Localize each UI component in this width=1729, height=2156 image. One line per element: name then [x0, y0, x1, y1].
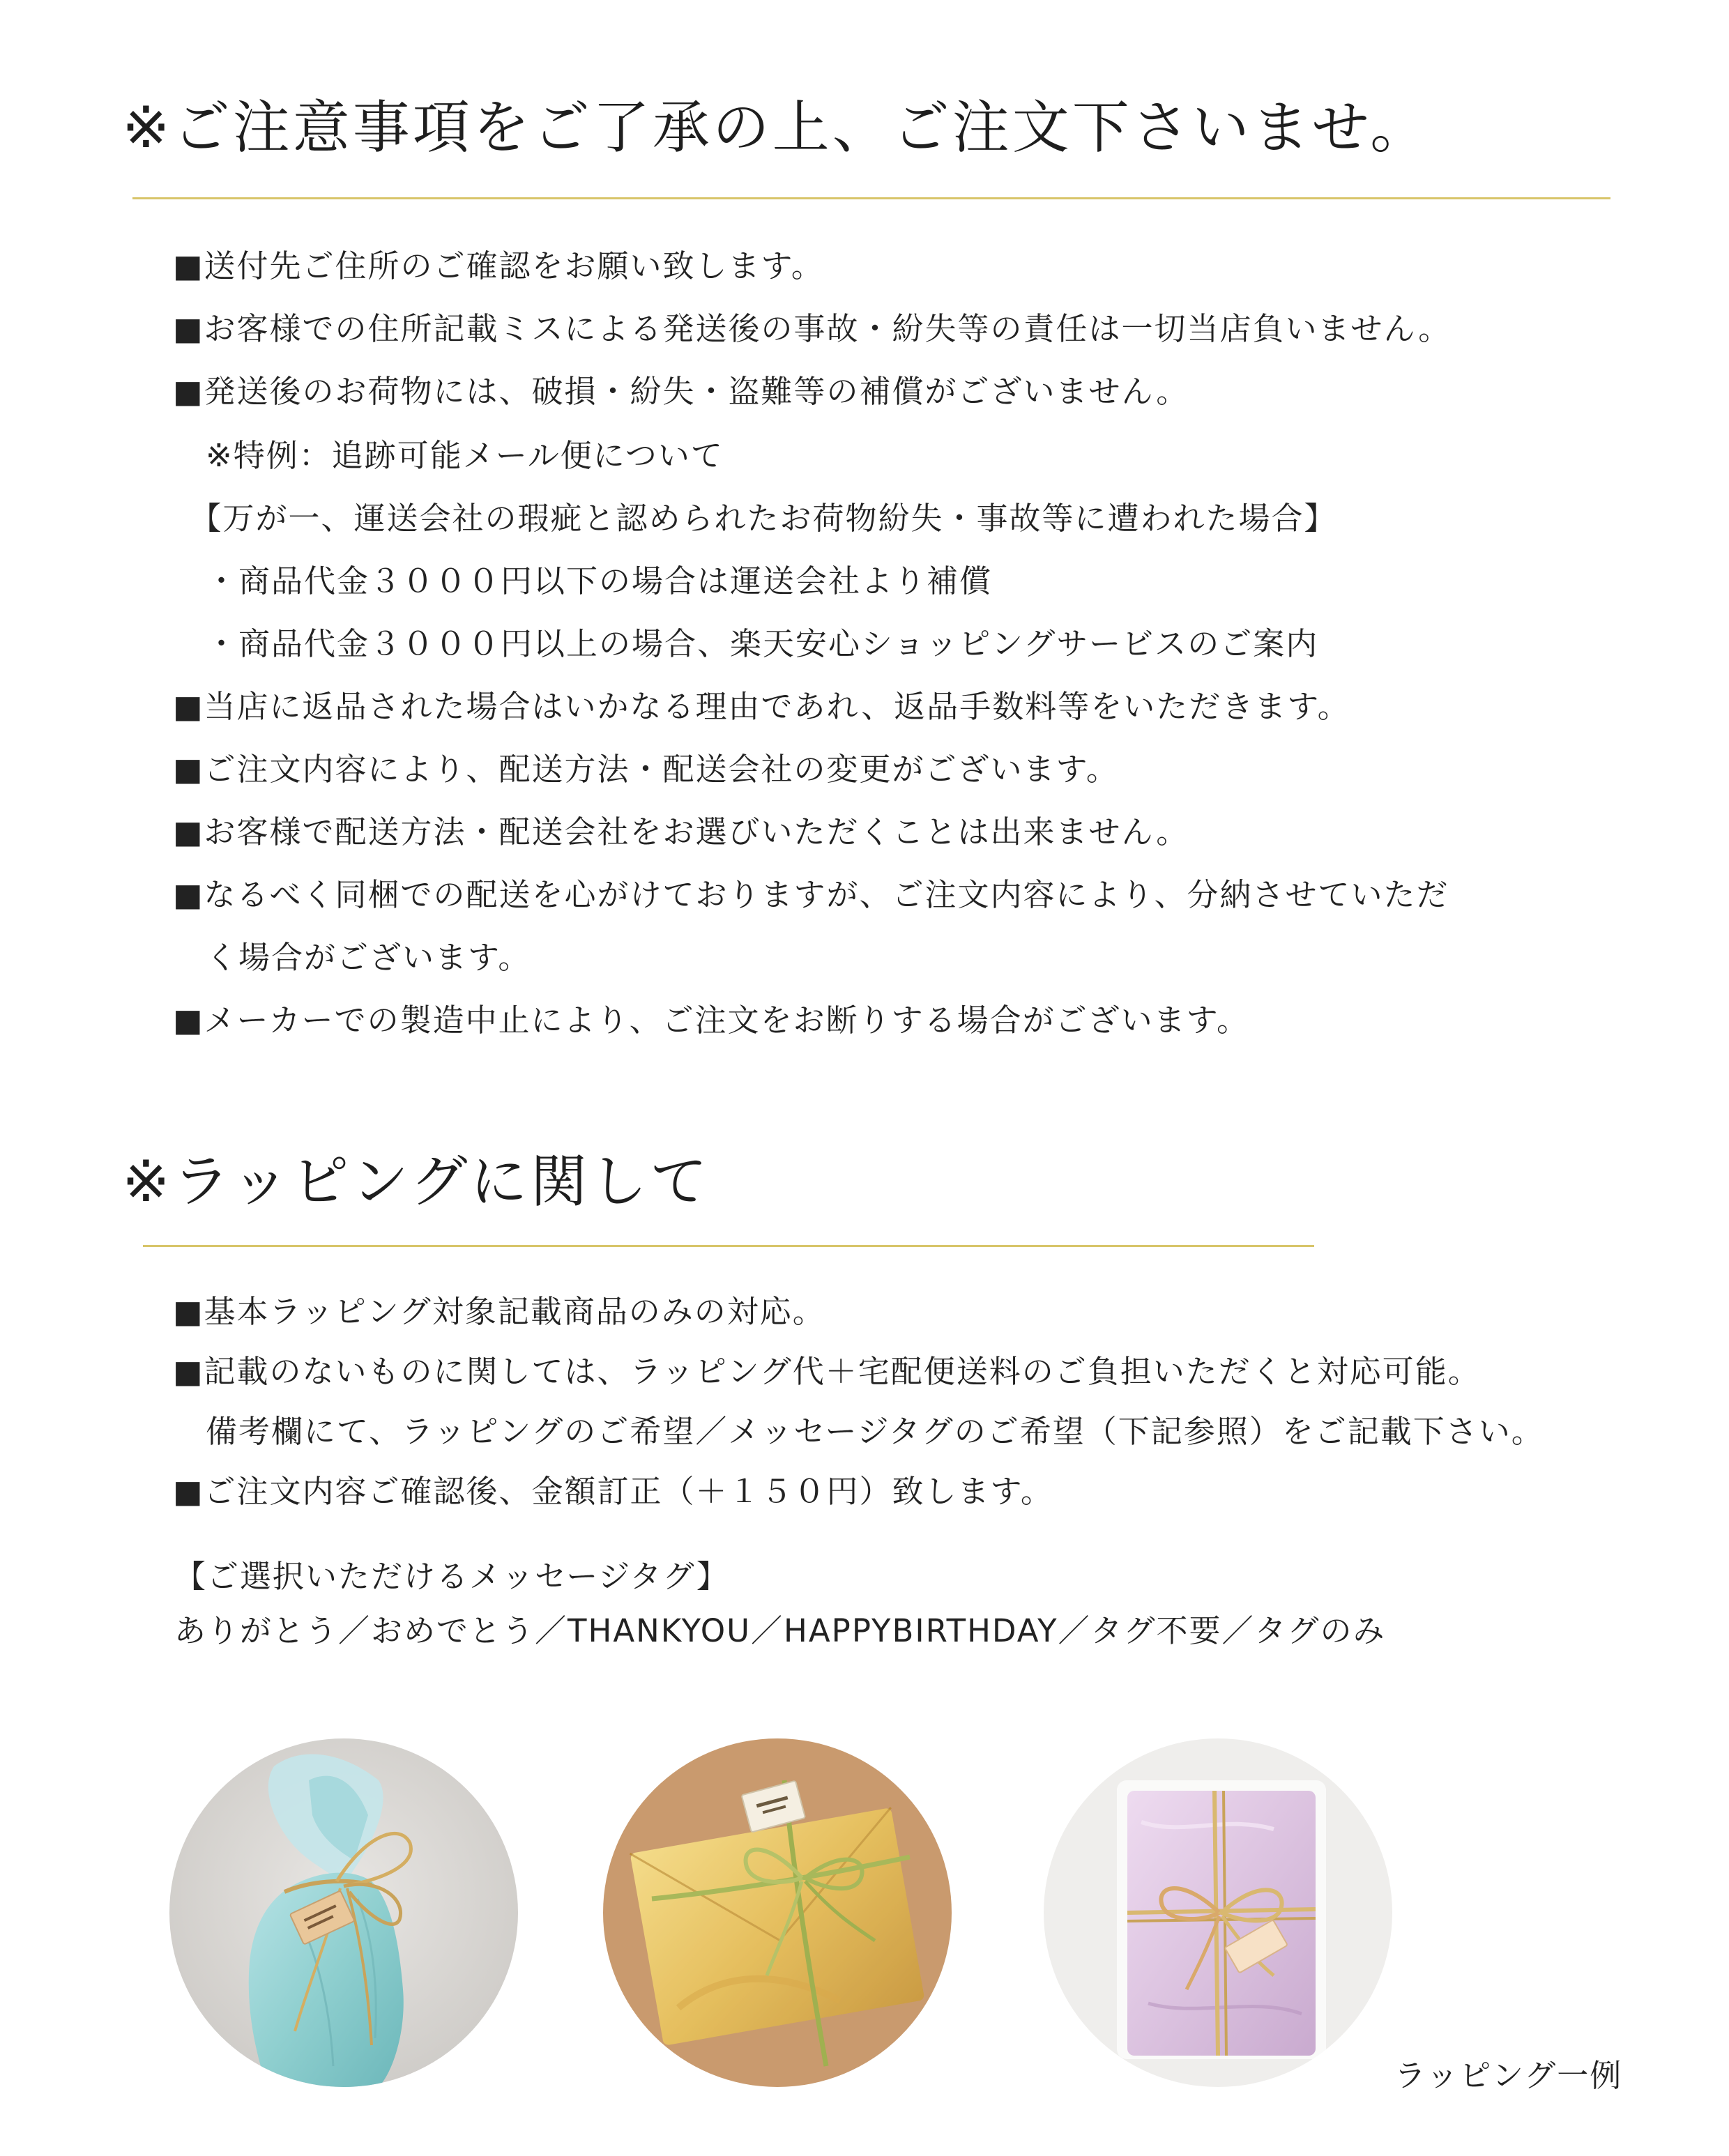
notice-line: ■送付先ご住所のご確認をお願い致します。 [173, 247, 824, 284]
notices-title-divider [132, 197, 1610, 199]
wrapping-line: ■記載のないものに関しては、ラッピング代＋宅配便送料のご負担いただくと対応可能。 [173, 1353, 1481, 1390]
message-tags-options: ありがとう／おめでとう／THANKYOU／HAPPYBIRTHDAY／タグ不要／タグのみ [174, 1612, 1386, 1649]
wrapping-example-photo-gold [603, 1738, 952, 2087]
wrapping-title: ※ラッピングに関して [122, 1149, 710, 1215]
notice-line: ※特例：追跡可能メール便について [173, 437, 724, 474]
wrapping-title-divider [143, 1245, 1314, 1247]
notice-line: ■お客様で配送方法・配送会社をお選びいただくことは出来ません。 [173, 813, 1189, 850]
wrapping-example-photo-blue [169, 1738, 518, 2087]
notice-line: ・商品代金３０００円以上の場合、楽天安心ショッピングサービスのご案内 [173, 625, 1319, 662]
wrapping-line: 備考欄にて、ラッピングのご希望／メッセージタグのご希望（下記参照）をご記載下さい。 [173, 1413, 1544, 1450]
notice-line: ■お客様での住所記載ミスによる発送後の事故・紛失等の責任は一切当店負いません。 [173, 310, 1452, 347]
notices-title: ※ご注意事項をご了承の上、ご注文下さいませ。 [122, 95, 1431, 161]
wrapping-line: ■ご注文内容ご確認後、金額訂正（＋１５０円）致します。 [173, 1473, 1053, 1510]
wrapping-example-photo-pink [1044, 1738, 1392, 2087]
notice-line: ■メーカーでの製造中止により、ご注文をお断りする場合がございます。 [173, 1002, 1250, 1039]
notice-line: ■当店に返品された場合はいかなる理由であれ、返品手数料等をいただきます。 [173, 688, 1350, 725]
wrapping-examples-caption: ラッピング一例 [1394, 2057, 1623, 2094]
wrapping-line: ■基本ラッピング対象記載商品のみの対応。 [173, 1293, 825, 1330]
notice-line: ■発送後のお荷物には、破損・紛失・盗難等の補償がございません。 [173, 373, 1189, 410]
message-tags-title: 【ご選択いただけるメッセージタグ】 [174, 1558, 729, 1595]
notice-line: ■なるべく同梱での配送を心がけておりますが、ご注文内容により、分納させていただ [173, 876, 1449, 913]
notice-line: ■ご注文内容により、配送方法・配送会社の変更がございます。 [173, 751, 1119, 788]
notice-line: く場合がございます。 [173, 939, 531, 976]
notice-line: 【万が一、運送会社の瑕疵と認められたお荷物紛失・事故等に遭われた場合】 [173, 500, 1337, 537]
notice-line: ・商品代金３０００円以下の場合は運送会社より補償 [173, 563, 993, 599]
